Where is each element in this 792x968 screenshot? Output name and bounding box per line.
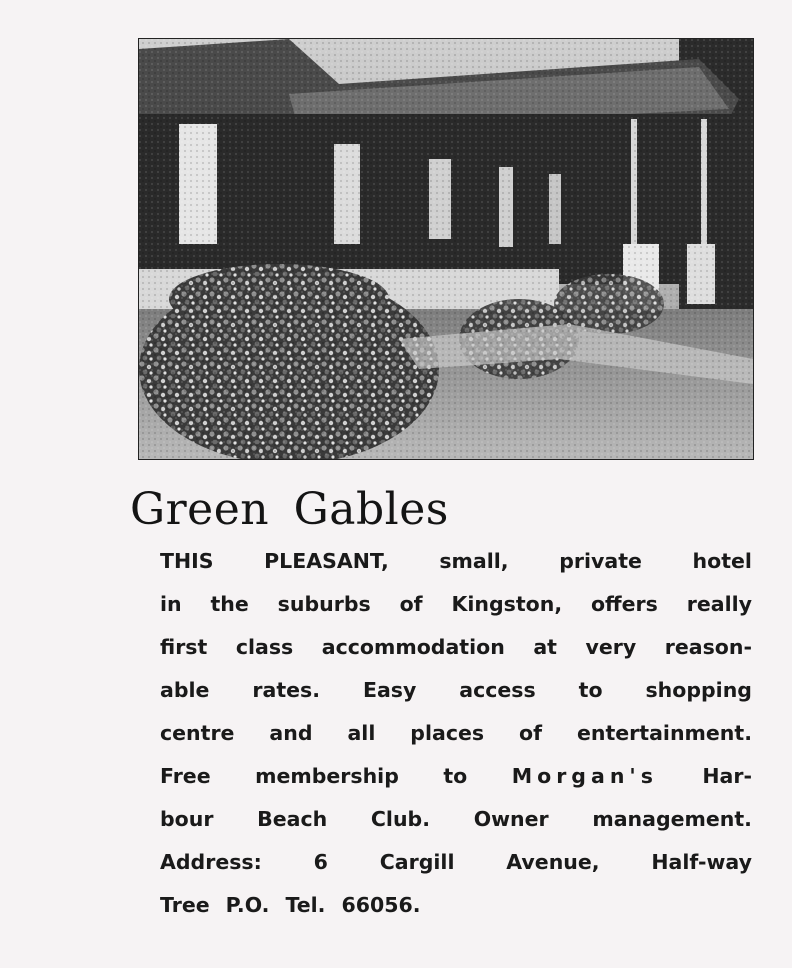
word: able xyxy=(160,678,210,702)
text-line xyxy=(160,798,752,841)
hotel-photo xyxy=(138,38,754,460)
word: really xyxy=(686,592,752,616)
word: Avenue, xyxy=(506,850,600,874)
word: management. xyxy=(592,807,752,831)
word: reason- xyxy=(664,635,752,659)
word: of xyxy=(399,592,423,616)
text-line xyxy=(160,669,752,712)
word: of xyxy=(519,721,543,745)
text-line xyxy=(160,712,752,755)
word: and xyxy=(269,721,313,745)
word: access xyxy=(459,678,536,702)
word: first xyxy=(160,635,208,659)
word: places xyxy=(410,721,485,745)
word: suburbs xyxy=(277,592,371,616)
word: 66056. xyxy=(341,893,421,917)
word: Tel. xyxy=(285,893,326,917)
word: all xyxy=(347,721,376,745)
word: THIS xyxy=(160,549,214,573)
word: private xyxy=(559,549,642,573)
text-line xyxy=(160,583,752,626)
word: at xyxy=(533,635,557,659)
word: accommodation xyxy=(321,635,505,659)
word: very xyxy=(585,635,637,659)
word: to xyxy=(443,764,468,788)
text-line xyxy=(160,841,752,884)
word: shopping xyxy=(645,678,752,702)
word: the xyxy=(210,592,249,616)
word: Kingston, xyxy=(451,592,563,616)
ad-body-text xyxy=(160,540,752,927)
word: to xyxy=(578,678,603,702)
word: in xyxy=(160,592,182,616)
word: offers xyxy=(590,592,658,616)
hotel-name-heading: Green Gables xyxy=(130,484,449,535)
word: Morgan's xyxy=(511,764,658,788)
word: Har- xyxy=(702,764,752,788)
word: entertainment. xyxy=(576,721,752,745)
word: Address: xyxy=(160,850,262,874)
word: hotel xyxy=(692,549,752,573)
word: P.O. xyxy=(225,893,270,917)
word: rates. xyxy=(252,678,321,702)
word: Tree xyxy=(160,893,210,917)
word: small, xyxy=(439,549,509,573)
word: Club. xyxy=(370,807,431,831)
text-line xyxy=(160,626,752,669)
text-line xyxy=(160,884,752,927)
word: membership xyxy=(255,764,399,788)
word: centre xyxy=(160,721,235,745)
word: class xyxy=(235,635,294,659)
text-line xyxy=(160,540,752,583)
word: PLEASANT, xyxy=(264,549,389,573)
word: bour xyxy=(160,807,214,831)
word: Beach xyxy=(257,807,328,831)
word: Easy xyxy=(362,678,417,702)
word: Cargill xyxy=(379,850,455,874)
text-line xyxy=(160,755,752,798)
word: 6 xyxy=(313,850,328,874)
word: Owner xyxy=(473,807,549,831)
word: Half-way xyxy=(651,850,752,874)
word: Free xyxy=(160,764,211,788)
